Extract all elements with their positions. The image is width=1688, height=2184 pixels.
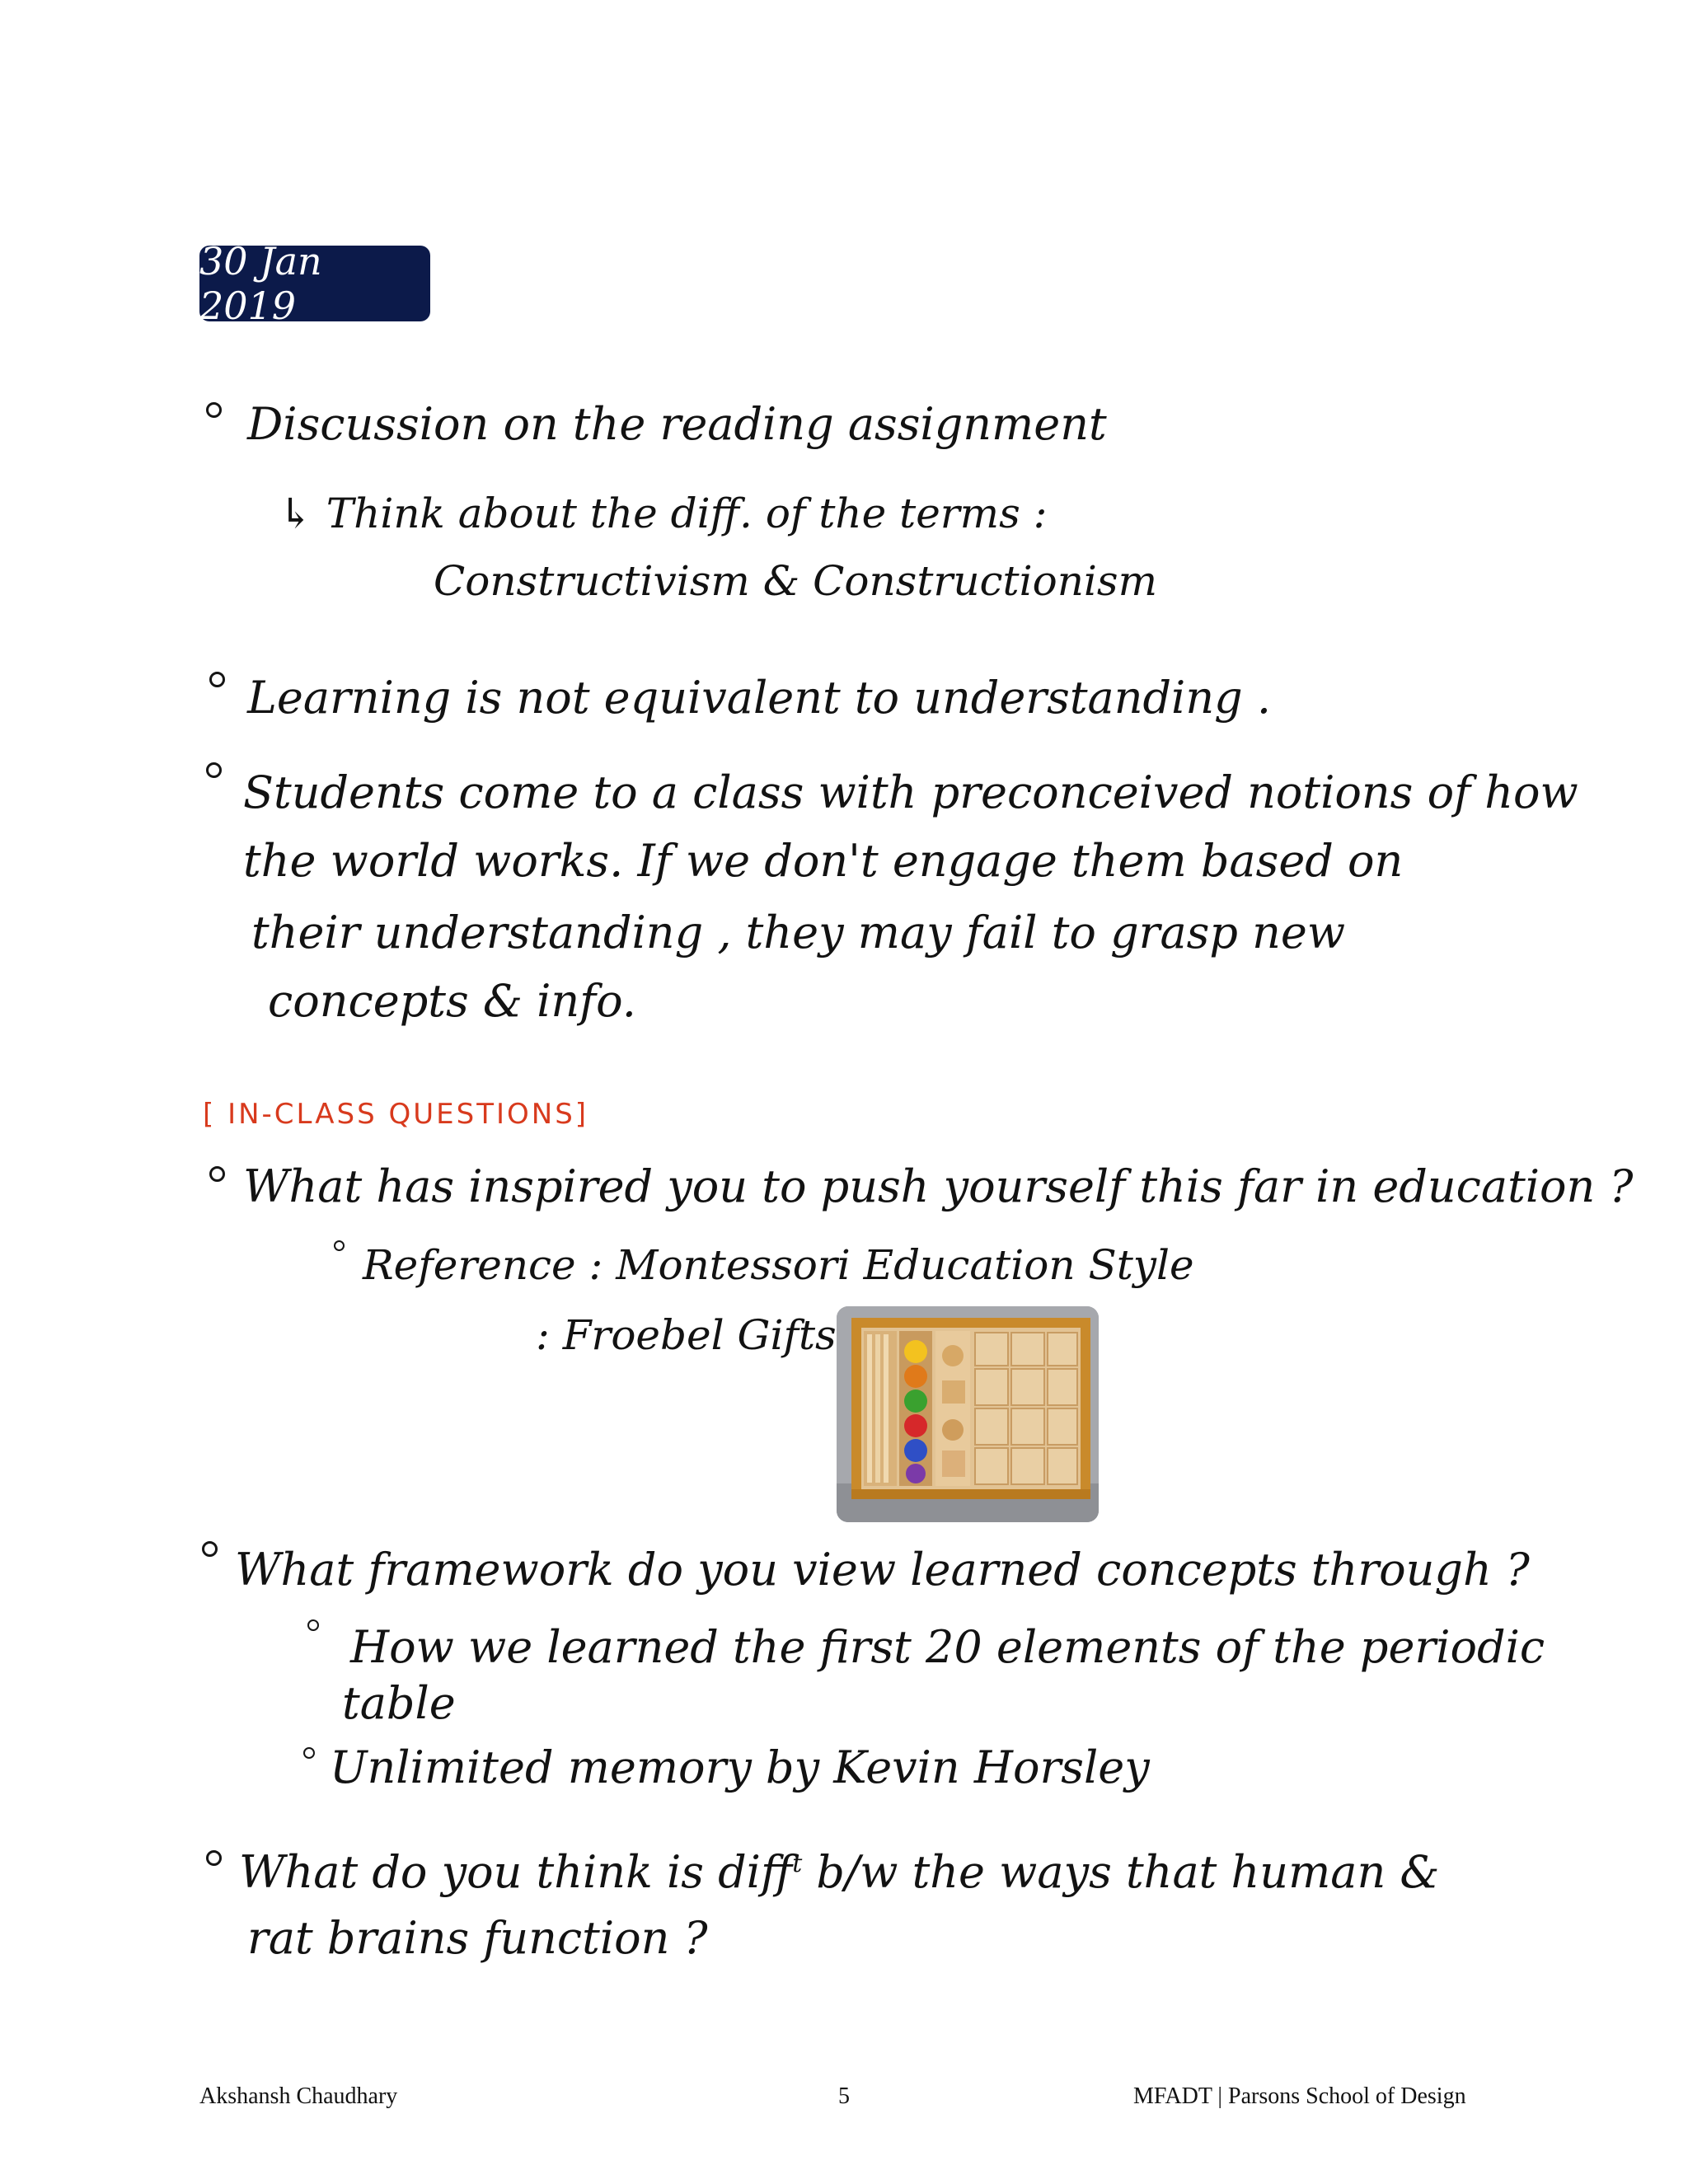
bullet bbox=[206, 1850, 222, 1866]
question-2: What framework do you view learned concepts through ? bbox=[235, 1544, 1530, 1596]
footer-school: MFADT | Parsons School of Design bbox=[1133, 2083, 1466, 2109]
reference-montessori: Reference : Montessori Education Style bbox=[363, 1241, 1194, 1289]
question-3-text: What do you think is diff bbox=[239, 1846, 793, 1898]
question-3-text-cont: b/w the ways that human & bbox=[802, 1846, 1440, 1898]
answer-unlimited-memory: Unlimited memory by Kevin Horsley bbox=[330, 1741, 1150, 1793]
note-students-line-4: concepts & info. bbox=[268, 975, 636, 1027]
note-students-line-3: their understanding , they may fail to grasp new bbox=[251, 907, 1346, 958]
question-3-line-2: rat brains function ? bbox=[247, 1912, 708, 1964]
note-terms: Constructivism & Constructionism bbox=[434, 557, 1157, 605]
froebel-gifts-image bbox=[837, 1306, 1099, 1522]
bullet bbox=[206, 762, 222, 778]
footer-page-number: 5 bbox=[838, 2083, 850, 2109]
bullet bbox=[303, 1747, 315, 1759]
answer-periodic-table-cont: table bbox=[342, 1677, 456, 1729]
froebel-gifts-photo bbox=[837, 1306, 1099, 1522]
note-students-line-1: Students come to a class with preconceived notions of how bbox=[243, 766, 1578, 818]
footer-author: Akshansh Chaudhary bbox=[199, 2083, 398, 2109]
question-3-line-1 bbox=[239, 1846, 1440, 1898]
note-learning: Learning is not equivalent to understanding . bbox=[247, 672, 1271, 724]
date-badge: 30 Jan 2019 bbox=[199, 246, 430, 321]
question-1: What has inspired you to push yourself this far in education ? bbox=[243, 1160, 1634, 1212]
note-discussion: Discussion on the reading assignment bbox=[247, 398, 1107, 450]
reference-froebel: : Froebel Gifts bbox=[536, 1311, 837, 1359]
bullet bbox=[334, 1240, 345, 1251]
bullet bbox=[202, 1541, 218, 1557]
bullet bbox=[206, 402, 222, 418]
answer-periodic-table: How we learned the first 20 elements of the periodic bbox=[350, 1621, 1545, 1673]
note-think: ↳ Think about the diff. of the terms : bbox=[279, 490, 1048, 537]
section-label-in-class-questions: [ IN-CLASS QUESTIONS] bbox=[203, 1098, 589, 1131]
bullet bbox=[209, 672, 225, 687]
bullet bbox=[307, 1619, 319, 1631]
bullet bbox=[209, 1166, 225, 1182]
note-students-line-2: the world works. If we don't engage them based on bbox=[243, 835, 1404, 887]
question-3-superscript: t bbox=[792, 1849, 803, 1878]
